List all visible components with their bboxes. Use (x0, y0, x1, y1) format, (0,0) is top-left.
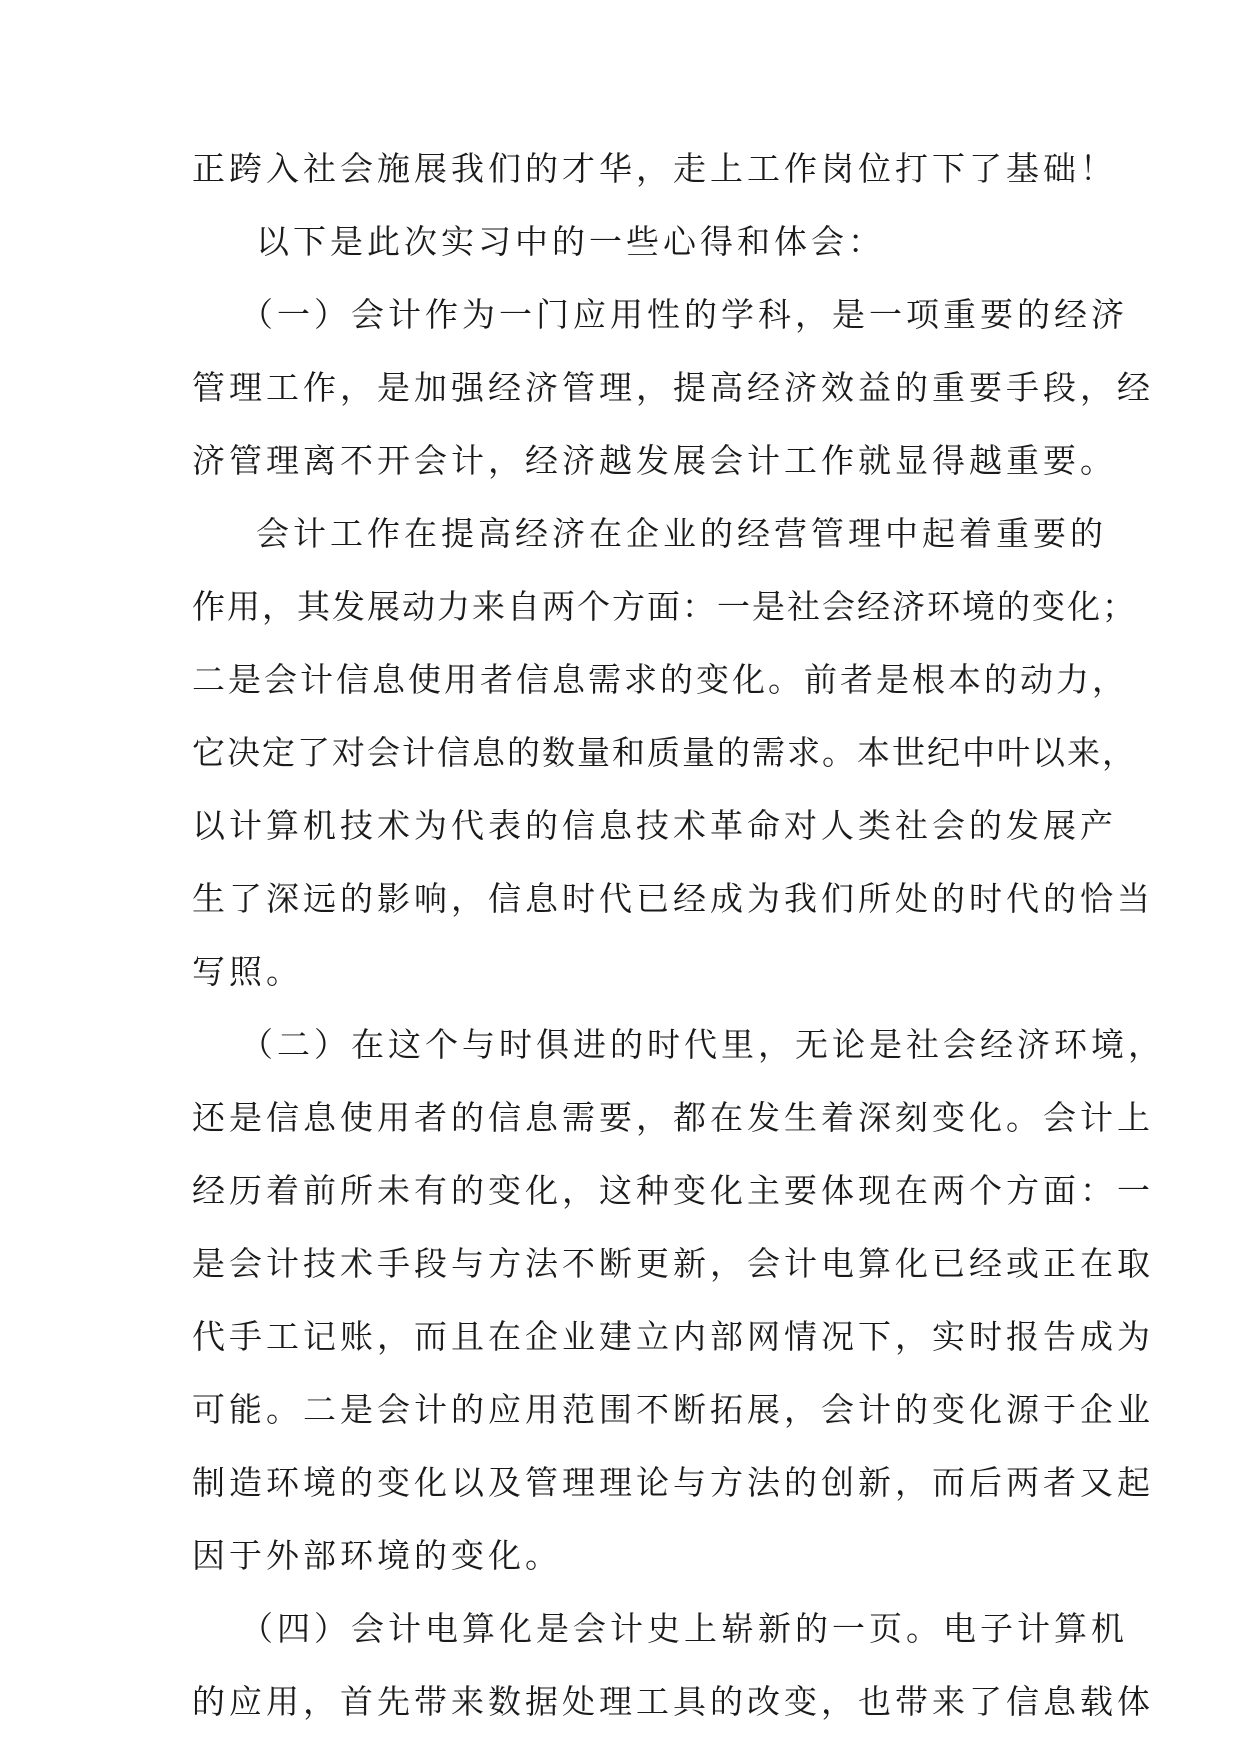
text-line: 以计算机技术为代表的信息技术革命对人类社会的发展产 (192, 806, 1117, 845)
text-line: 经历着前所未有的变化，这种变化主要体现在两个方面：一 (192, 1171, 1154, 1210)
text-line: 会计工作在提高经济在企业的经营管理中起着重要的 (256, 514, 1107, 553)
text-line: 它决定了对会计信息的数量和质量的需求。本世纪中叶以来， (192, 733, 1137, 772)
text-line: 因于外部环境的变化。 (192, 1536, 562, 1575)
text-line: 的应用，首先带来数据处理工具的改变，也带来了信息载体 (192, 1682, 1154, 1721)
text-line: 是会计技术手段与方法不断更新，会计电算化已经或正在取 (192, 1244, 1154, 1283)
text-line: （一）会计作为一门应用性的学科，是一项重要的经济 (240, 295, 1128, 334)
text-line: 还是信息使用者的信息需要，都在发生着深刻变化。会计上 (192, 1098, 1154, 1137)
text-line: 管理工作，是加强经济管理，提高经济效益的重要手段，经 (192, 368, 1154, 407)
text-line: 可能。二是会计的应用范围不断拓展，会计的变化源于企业 (192, 1390, 1154, 1429)
text-line: 作用，其发展动力来自两个方面：一是社会经济环境的变化； (192, 587, 1137, 626)
text-line: 代手工记账，而且在企业建立内部网情况下，实时报告成为 (192, 1317, 1154, 1356)
text-line: 以下是此次实习中的一些心得和体会： (256, 222, 885, 261)
text-line: 制造环境的变化以及管理理论与方法的创新，而后两者又起 (192, 1463, 1154, 1502)
text-line: （二）在这个与时俱进的时代里，无论是社会经济环境， (240, 1025, 1165, 1064)
text-line: 生了深远的影响，信息时代已经成为我们所处的时代的恰当 (192, 879, 1154, 918)
text-line: 济管理离不开会计，经济越发展会计工作就显得越重要。 (192, 441, 1117, 480)
text-line: 正跨入社会施展我们的才华，走上工作岗位打下了基础！ (192, 149, 1117, 188)
text-line: 二是会计信息使用者信息需求的变化。前者是根本的动力， (192, 660, 1128, 699)
text-line: 写照。 (192, 952, 303, 991)
text-line: （四）会计电算化是会计史上崭新的一页。电子计算机 (240, 1609, 1128, 1648)
